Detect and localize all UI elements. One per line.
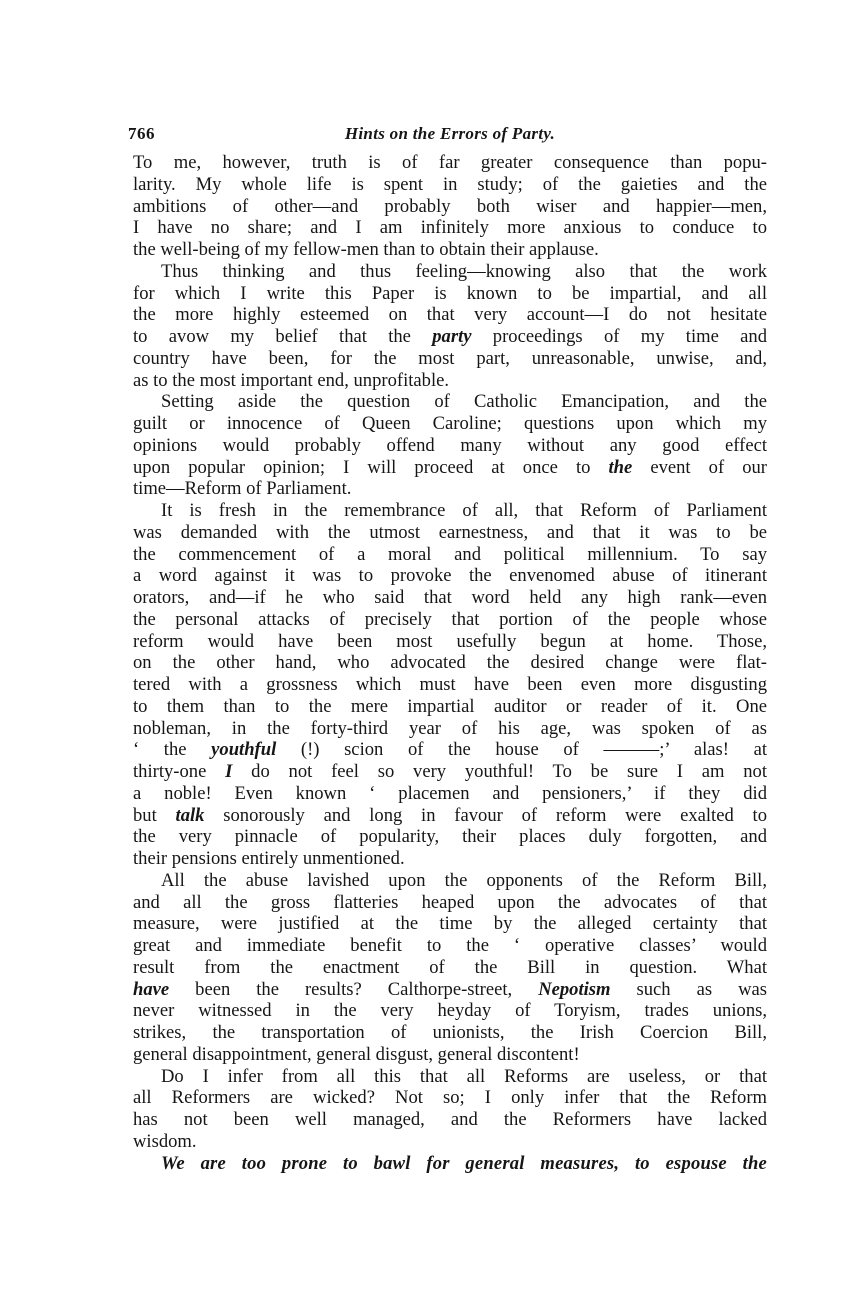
paragraph: [133, 870, 767, 1066]
text-line: measure, were justified at the time by the alleged certainty that: [133, 913, 767, 935]
text-line: time—Reform of Parliament.: [133, 478, 352, 500]
text-line: have been the results? Calthorpe-street, Nepotism such as was: [133, 978, 767, 1000]
text-line: has not been well managed, and the Reformers have lacked: [133, 1109, 767, 1130]
text-line: I have no share; and I am infinitely more anxious to conduce to: [133, 217, 767, 239]
text-line: result from the enactment of the Bill in question. What: [133, 956, 767, 978]
text-line: tered with a grossness which must have been even more disgusting: [133, 674, 767, 695]
text-line: never witnessed in the very heyday of Toryism, trades unions,: [133, 1000, 767, 1022]
text-line: All the abuse lavished upon the opponents of the Reform Bill,: [161, 869, 767, 891]
text-line: the more highly esteemed on that very account—I do not hesitate: [133, 304, 767, 326]
italic-emphasis: talk: [175, 804, 205, 826]
text-line: was demanded with the utmost earnestness, and that it was to be: [133, 521, 767, 543]
text-line: but talk sonorously and long in favour of reform were exalted to: [133, 804, 767, 826]
final-line-italic: We are too prone to bawl for general measures, to espouse the: [161, 1152, 767, 1174]
text-line: the very pinnacle of popularity, their places duly forgotten, and: [133, 826, 767, 848]
italic-emphasis: have: [133, 978, 170, 1000]
text-line: general disappointment, general disgust, general discontent!: [133, 1043, 580, 1065]
paragraph: [133, 261, 767, 392]
text-line: thirty-one I do not feel so very youthful! To be sure I am not: [133, 761, 767, 782]
text-line: It is fresh in the remembrance of all, that Reform of Parliament: [161, 500, 767, 521]
text-line: strikes, the transportation of unionists, the Irish Coercion Bill,: [133, 1022, 767, 1043]
text-line: the well-being of my fellow-men than to obtain their applause.: [133, 239, 599, 260]
text-line: country have been, for the most part, unreasonable, unwise, and,: [133, 347, 767, 369]
text-line: ‘ the youthful (!) scion of the house of ———;’ alas! at: [133, 739, 767, 761]
text-line: Do I infer from all this that all Reforms are useless, or that: [161, 1065, 767, 1087]
text-line: and all the gross flatteries heaped upon the advocates of that: [133, 891, 767, 913]
text-line: a word against it was to provoke the envenomed abuse of itinerant: [133, 565, 767, 587]
book-page: [128, 124, 767, 1174]
text-line: nobleman, in the forty-third year of his age, was spoken of as: [133, 717, 767, 739]
text-line: all Reformers are wicked? Not so; I only infer that the Reform: [133, 1087, 767, 1109]
text-line: Thus thinking and thus feeling—knowing also that the work: [161, 260, 767, 282]
text-line: opinions would probably offend many without any good effect: [133, 434, 767, 456]
text-line: on the other hand, who advocated the desired change were flat-: [133, 652, 767, 674]
text-line: orators, and—if he who said that word held any high rank—even: [133, 587, 767, 608]
text-line: guilt or innocence of Queen Caroline; questions upon which my: [133, 413, 767, 434]
text-line: ambitions of other—and probably both wiser and happier—men,: [133, 195, 767, 217]
text-line: upon popular opinion; I will proceed at once to the event of our: [133, 456, 767, 478]
paragraph: [133, 391, 767, 500]
text-line: as to the most important end, unprofitable.: [133, 369, 450, 391]
running-head: [128, 124, 767, 148]
text-line: a noble! Even known ‘ placemen and pensioners,’ if they did: [133, 782, 767, 804]
italic-emphasis: youthful: [211, 739, 277, 761]
paragraph: [133, 1066, 767, 1153]
body-text: [133, 152, 767, 1153]
paragraph: [133, 500, 767, 870]
text-line: the personal attacks of precisely that portion of the people whose: [133, 608, 767, 630]
text-line: To me, however, truth is of far greater consequence than popu-: [133, 152, 767, 173]
italic-emphasis: party: [432, 326, 472, 347]
italic-emphasis: I: [225, 761, 233, 782]
text-line: reform would have been most usefully begun at home. Those,: [133, 630, 767, 652]
text-line: wisdom.: [133, 1130, 197, 1152]
text-line: to avow my belief that the party proceedings of my time and: [133, 326, 767, 347]
text-line: their pensions entirely unmentioned.: [133, 848, 405, 869]
paragraph: [133, 152, 767, 261]
text-line: for which I write this Paper is known to be impartial, and all: [133, 282, 767, 304]
page-number: 766: [128, 124, 155, 143]
italic-emphasis: the: [608, 456, 633, 478]
text-line: the commencement of a moral and political millennium. To say: [133, 543, 767, 565]
text-line: great and immediate benefit to the ‘ operative classes’ would: [133, 935, 767, 956]
running-title: Hints on the Errors of Party.: [344, 124, 556, 143]
text-line: Setting aside the question of Catholic Emancipation, and the: [161, 391, 767, 413]
text-line: to them than to the mere impartial auditor or reader of it. One: [133, 695, 767, 717]
italic-emphasis: Nepotism: [538, 978, 611, 1000]
text-line: larity. My whole life is spent in study; of the gaieties and the: [133, 173, 767, 195]
